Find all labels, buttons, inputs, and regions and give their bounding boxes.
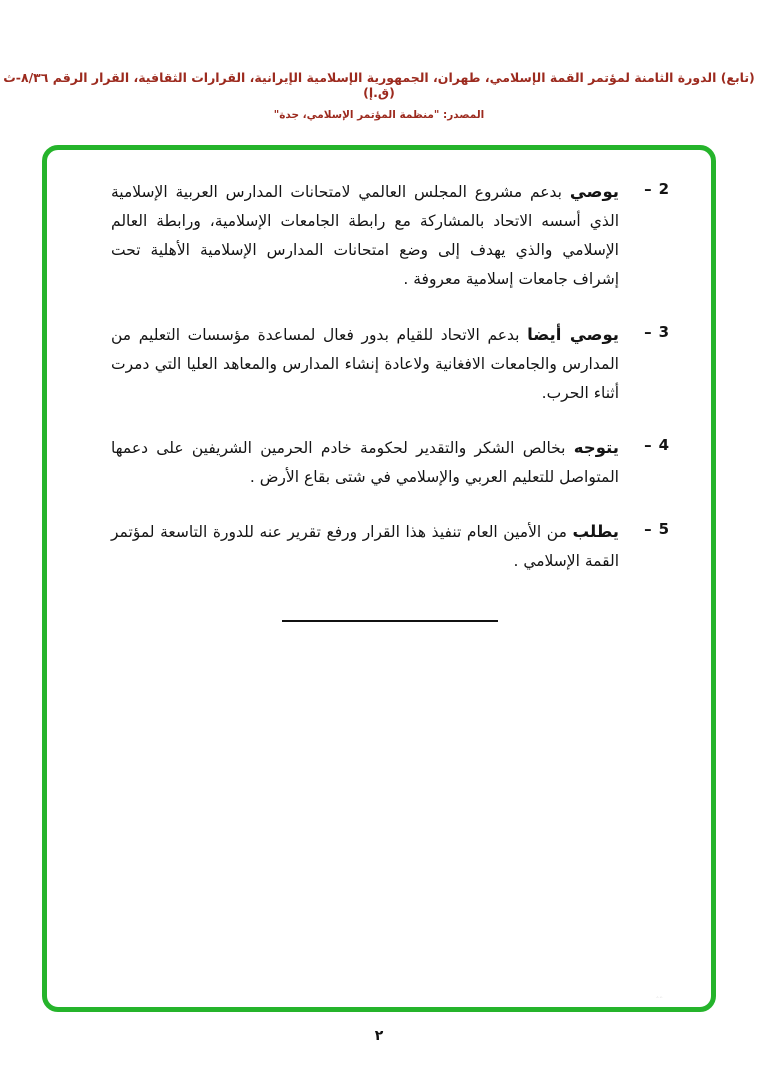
item-lead-word: يطلب bbox=[572, 522, 619, 542]
item-lead-word: يوصي bbox=[569, 182, 619, 201]
document-header bbox=[0, 70, 758, 121]
item-paragraph bbox=[111, 176, 619, 295]
page-number: ٢ bbox=[374, 1028, 384, 1044]
item-number-dash: – bbox=[644, 520, 652, 539]
item-body-text: بخالص الشكر والتقدير لحكومة خادم الحرمين الشريفين على دعمها المتواصل للتعليم العربي والإسلامي في شتى بقاع الأرض . bbox=[111, 438, 619, 486]
resolution-body bbox=[47, 150, 711, 622]
header-title: (تابع) الدورة الثامنة لمؤتمر القمة الإسلامي، طهران، الجمهورية الإسلامية الإيرانية، القرارات الثقافية، القرار الرقم ٨/٣٦-ث (ق.إ) bbox=[3, 70, 755, 100]
item-number-dash: – bbox=[644, 180, 652, 198]
item-number-digit: 2 bbox=[658, 180, 669, 198]
item-body-text: بدعم مشروع المجلس العالمي لامتحانات المدارس العربية الإسلامية الذي أسسه الاتحاد بالمشاركة مع رابطة الجامعات الإسلامية، ورابطة العالم الإسلامي والذي يهدف إلى وضع امتحانات المدارس الإسلامية الأهلية تحت إشراف جامعات إسلامية معروفة . bbox=[111, 183, 619, 289]
resolution-item bbox=[111, 319, 669, 408]
item-paragraph bbox=[111, 516, 619, 576]
item-number-digit: 5 bbox=[658, 520, 669, 539]
item-lead-word: يتوجه bbox=[573, 437, 619, 457]
resolution-item bbox=[111, 176, 669, 295]
item-number bbox=[619, 176, 669, 295]
item-number-dash: – bbox=[644, 435, 652, 454]
resolution-item bbox=[111, 516, 669, 576]
item-number bbox=[619, 432, 669, 492]
item-number-digit: 4 bbox=[658, 435, 669, 454]
item-paragraph bbox=[111, 432, 619, 492]
scan-artifact: ۦۦ bbox=[656, 991, 663, 1001]
item-body-text: بدعم الاتحاد للقيام بدور فعال لمساعدة مؤسسات التعليم من المدارس والجامعات الافغانية ولاعادة إنشاء المدارس والمعاهد العليا التي دمرت أثناء الحرب. bbox=[111, 325, 619, 402]
item-number-dash: – bbox=[644, 322, 652, 341]
item-number bbox=[619, 516, 669, 576]
resolution-item bbox=[111, 432, 669, 492]
header-source: المصدر: "منظمة المؤتمر الإسلامي، جدة" bbox=[273, 109, 485, 121]
item-lead-word: يوصي أيضا bbox=[527, 324, 619, 344]
item-number bbox=[619, 319, 669, 408]
item-body-text: من الأمين العام تنفيذ هذا القرار ورفع تقرير عنه للدورة التاسعة لمؤتمر القمة الإسلامي . bbox=[111, 523, 619, 571]
item-number-digit: 3 bbox=[658, 322, 669, 341]
section-divider bbox=[282, 620, 498, 622]
item-paragraph bbox=[111, 319, 619, 408]
green-border-frame bbox=[42, 145, 716, 1012]
